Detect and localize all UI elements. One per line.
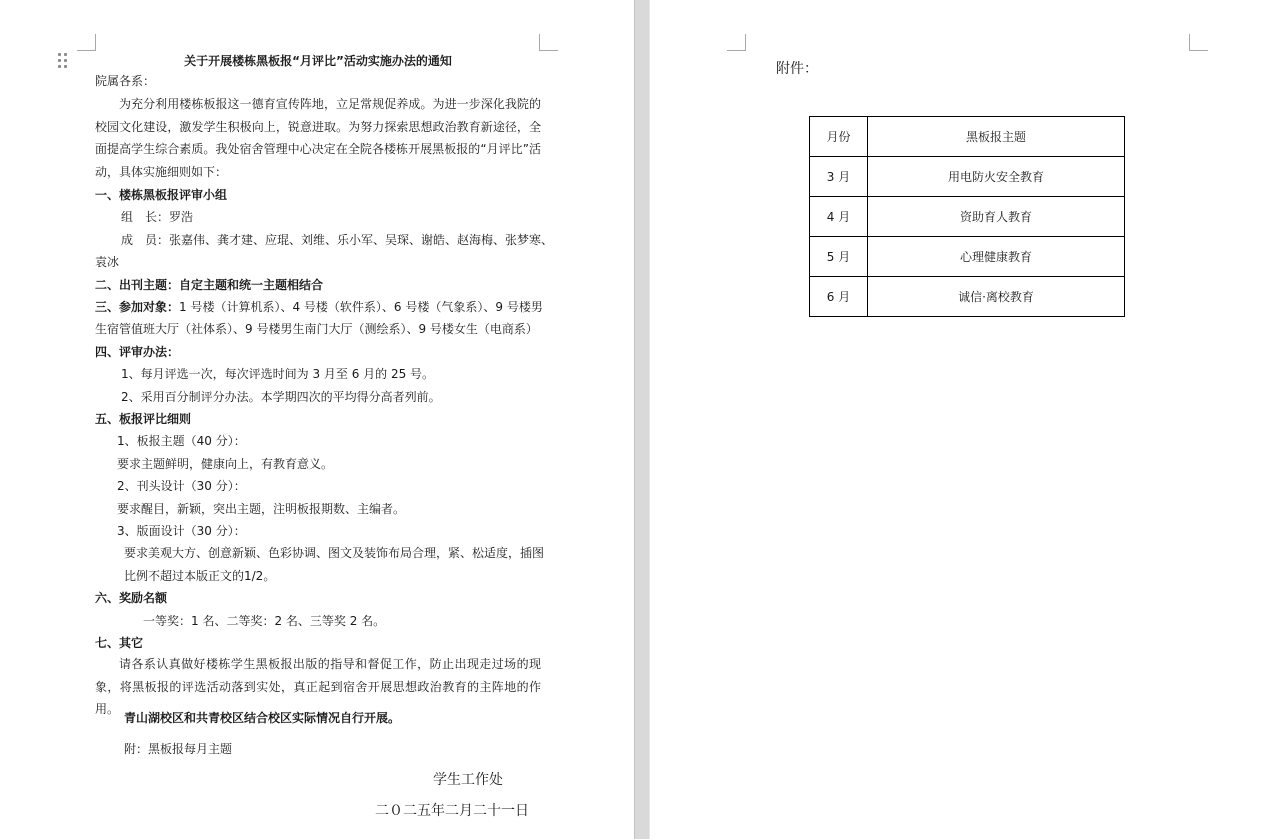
section-7-heading: 七、其它 [95, 636, 144, 650]
page-gutter [634, 0, 650, 839]
signature-date: 二０二五年二月二十一日 [375, 803, 529, 819]
header-cell-theme: 黑板报主题 [868, 117, 1125, 157]
section-3-line1 [95, 299, 543, 315]
document-page-2 [650, 0, 1284, 839]
margin-corner-top-left [77, 34, 96, 51]
attachment-label: 附件： [776, 61, 818, 77]
document-page-1 [0, 0, 634, 839]
section-4-item-1: 1、每月评选一次，每次评选时间为 3 月至 6 月的 25 号。 [121, 367, 435, 381]
section-5-item-2-desc: 要求醒目，新颖，突出主题，注明板报期数、主编者。 [117, 502, 406, 516]
table-cell-month: 3 月 [810, 157, 868, 197]
table-header-row [810, 117, 1125, 157]
drag-handle-icon[interactable] [58, 53, 68, 69]
section-4-heading: 四、评审办法： [95, 345, 180, 359]
table-cell-theme: 诚信·离校教育 [868, 277, 1125, 317]
group-members-line2: 袁冰 [95, 255, 120, 269]
section-3-label: 三、参加对象： [95, 300, 180, 314]
table-row [810, 237, 1125, 277]
table-cell-theme: 用电防火安全教育 [868, 157, 1125, 197]
header-cell-month: 月份 [810, 117, 868, 157]
campus-note: 青山湖校区和共青校区结合校区实际情况自行开展。 [124, 711, 401, 725]
margin-corner-top-right [1189, 34, 1208, 51]
section-3-text: 1 号楼（计算机系）、4 号楼（软件系）、6 号楼（气象系）、9 号楼男 [179, 300, 543, 314]
margin-corner-top-right [539, 34, 558, 51]
section-7-paragraph: 请各系认真做好楼栋学生黑板报出版的指导和督促工作，防止出现走过场的现象，将黑板报的评选活动落到实处，真正起到宿舍开展思想政治教育的主阵地的作用。 [95, 657, 541, 716]
table-row [810, 157, 1125, 197]
section-3-line2: 生宿管值班大厅（社体系）、9 号楼男生南门大厅（测绘系）、9 号楼女生（电商系） [95, 322, 538, 336]
section-5-item-3-desc-line2: 比例不超过本版正文的1/2。 [124, 569, 276, 583]
appendix-reference: 附：黑板报每月主题 [124, 742, 233, 756]
notice-title: 关于开展楼栋黑板报“月评比”活动实施办法的通知 [184, 54, 452, 68]
table-cell-month: 4 月 [810, 197, 868, 237]
table-row [810, 197, 1125, 237]
table-cell-theme: 资助育人教育 [868, 197, 1125, 237]
table-row [810, 277, 1125, 317]
section-6-text: 一等奖：1 名、二等奖：2 名、三等奖 2 名。 [143, 614, 386, 628]
section-4-item-2: 2、采用百分制评分办法。本学期四次的平均得分高者列前。 [121, 390, 441, 404]
table-cell-theme: 心理健康教育 [868, 237, 1125, 277]
section-5-item-2: 2、刊头设计（30 分）： [117, 479, 246, 493]
section-5-item-3: 3、版面设计（30 分）： [117, 524, 246, 538]
intro-paragraph: 为充分利用楼栋板报这一德育宣传阵地，立足常规促养成。为进一步深化我院的校园文化建设，激发学生积极向上，锐意进取。为努力探索思想政治教育新途径，全面提高学生综合素质。我处宿舍管理中心决定在全院各楼栋开展黑板报的“月评比”活动，具体实施细则如下： [95, 97, 541, 179]
section-5-heading: 五、板报评比细则 [95, 412, 192, 426]
section-1-heading: 一、楼栋黑板报评审小组 [95, 188, 228, 202]
section-5-item-3-desc-line1: 要求美观大方、创意新颖、色彩协调、图文及装饰布局合理，紧、松适度，插图 [124, 546, 545, 560]
section-2-heading: 二、出刊主题：自定主题和统一主题相结合 [95, 278, 324, 292]
table-cell-month: 5 月 [810, 237, 868, 277]
monthly-theme-table [809, 116, 1125, 317]
section-6-heading: 六、奖励名额 [95, 591, 168, 605]
section-5-item-1: 1、板报主题（40 分）： [117, 434, 246, 448]
group-leader: 组 长：罗浩 [121, 210, 194, 224]
table-cell-month: 6 月 [810, 277, 868, 317]
group-members-line1: 成 员：张嘉伟、龚才建、应琨、刘维、乐小军、吴琛、谢皓、赵海梅、张梦寒、 [121, 233, 554, 247]
margin-corner-top-left [727, 34, 746, 51]
section-5-item-1-desc: 要求主题鲜明，健康向上，有教育意义。 [117, 457, 334, 471]
signature-org: 学生工作处 [433, 772, 503, 788]
salutation: 院属各系： [95, 74, 156, 88]
